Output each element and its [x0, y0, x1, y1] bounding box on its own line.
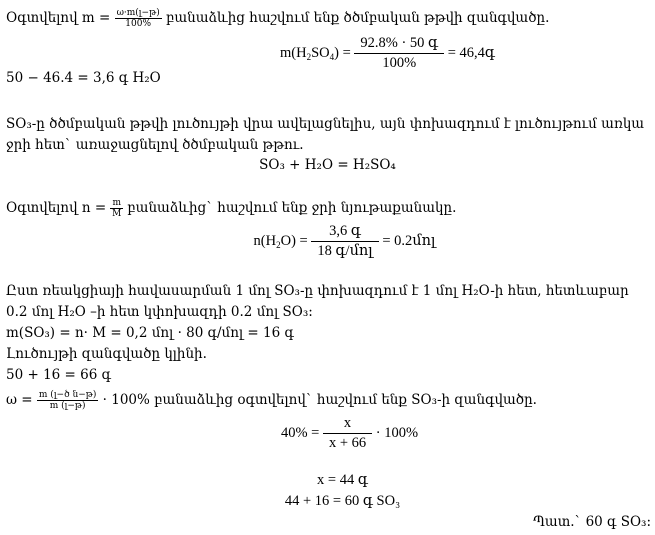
eq2-lhs-b: O) =	[280, 232, 312, 249]
eq2-lhs: n(H	[253, 232, 277, 249]
moles-denominator: M	[112, 209, 122, 219]
answer-line: Պատ.` 60 գ SO₃:	[533, 514, 651, 530]
eq2-result: = 0.2մոլ	[378, 232, 436, 249]
x-solution-line: x = 44 գ	[317, 472, 368, 488]
eq1-sub1: 2	[306, 51, 312, 62]
water-moles-equation	[0, 222, 655, 261]
formula-intro-suffix: բանաձևից հաշվում ենք ծծմբական թթվի զանգվածը.	[161, 10, 550, 26]
eq1-fraction	[354, 34, 444, 73]
water-mass-line: 50 − 46.4 = 3,6 գ H₂O	[6, 70, 161, 86]
mass-fraction-formula	[115, 8, 162, 29]
sulfuric-acid-mass-equation	[0, 34, 655, 73]
moles-formula-prefix: Օգտվելով n =	[6, 200, 111, 216]
omega-fraction	[37, 390, 98, 411]
moles-formula-suffix: բանաձևից` հաշվում ենք ջրի նյութաքանակը.	[123, 200, 457, 216]
eq1-lhs-b: SO	[311, 44, 330, 61]
formula-intro-line	[6, 8, 549, 29]
eq1-sub2: 4	[329, 51, 335, 62]
reaction-equation: SO₃ + H₂O = H₂SO₄	[259, 157, 396, 173]
moles-numerator: m	[112, 198, 121, 208]
eq1-lhs-c: ) =	[334, 44, 355, 61]
so3-paragraph-line-1: SO₃-ը ծծմբական թթվի լուծույթի վրա ավելացնելիս, այն փոխազդում է լուծույթում առկա	[6, 116, 645, 132]
stoichiometry-line-1: Ըստ ռեակցիայի հավասարման 1 մոլ SO₃-ը փոխազդում է 1 մոլ H₂O-ի հետ, հետևաբար	[6, 283, 629, 299]
omega-numerator: m (լ−ծ ն−թ)	[38, 390, 97, 400]
stoichiometry-line-2: 0.2 մոլ H₂O –ի հետ կփոխազդի 0.2 մոլ SO₃:	[6, 304, 313, 320]
solution-mass-label: Լուծույթի զանգվածը կլինի.	[6, 346, 207, 362]
total-so3-line: 44 + 16 = 60 գ SO₃	[284, 493, 401, 509]
eq3-result: · 100%	[372, 424, 419, 441]
eq2-fraction	[311, 222, 378, 261]
solution-mass-sum: 50 + 16 = 66 գ	[6, 367, 112, 383]
eq3-denominator: x + 66	[328, 435, 367, 451]
so3-paragraph-line-2: ջրի հետ` առաջացնելով ծծմբական թթու.	[6, 137, 304, 153]
eq3-numerator: x	[323, 414, 372, 434]
omega-denominator: m (լ−թ)	[49, 401, 86, 411]
eq1-lhs: m(H	[279, 44, 307, 61]
percent-equation	[0, 414, 655, 453]
fraction-numerator: ω·m(լ−թ)	[116, 8, 160, 18]
eq3-lhs: 40% =	[280, 424, 323, 441]
eq3-fraction	[323, 414, 372, 453]
omega-prefix: ω =	[6, 392, 37, 408]
eq1-numerator: 92.8% · 50 գ	[354, 34, 444, 54]
omega-formula-line	[6, 390, 537, 411]
omega-suffix: բանաձևից օգտվելով` հաշվում ենք SO₃-ի զանգվածը.	[154, 392, 537, 408]
eq1-result: = 46,4գ	[444, 44, 496, 61]
so3-mass-line: m(SO₃) = n· M = 0,2 մոլ · 80 գ/մոլ = 16 գ	[6, 325, 294, 341]
eq2-denominator: 18 գ/մոլ	[317, 243, 373, 259]
moles-formula-line	[6, 198, 456, 219]
eq1-denominator: 100%	[382, 55, 417, 71]
eq2-sub: 2	[276, 239, 281, 250]
fraction-denominator: 100%	[125, 19, 151, 29]
eq2-numerator: 3,6 գ	[311, 222, 378, 242]
moles-formula-fraction	[110, 198, 123, 219]
formula-intro-prefix: Օգտվելով m =	[6, 10, 115, 26]
omega-multiplier: · 100%	[98, 392, 155, 408]
